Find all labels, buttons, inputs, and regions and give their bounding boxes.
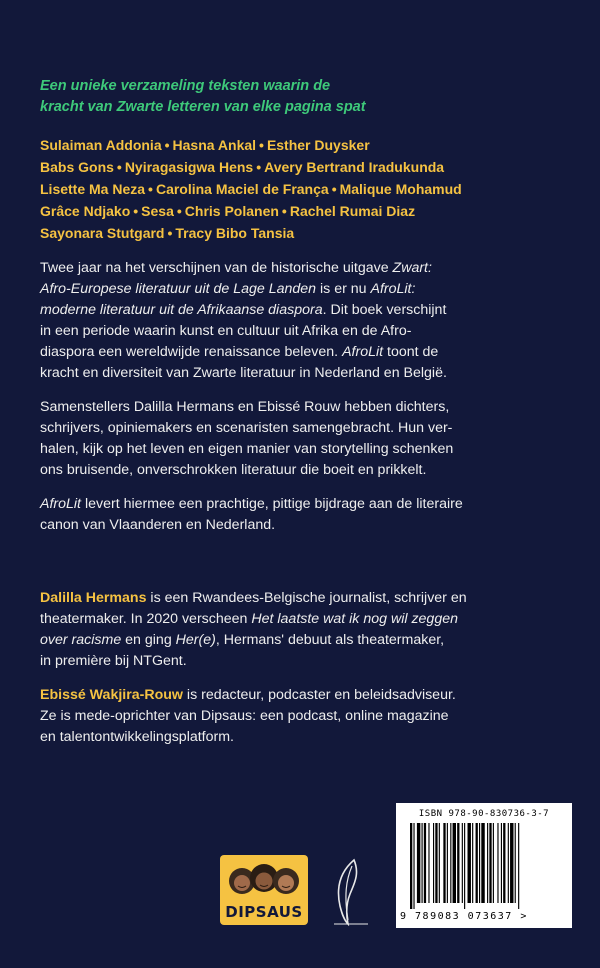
barcode-bar (472, 823, 473, 903)
blurb-paragraph-2 (40, 397, 565, 481)
show-title: Her(e) (175, 632, 216, 648)
author-name: Grâce Ndjako (40, 203, 131, 219)
barcode-bar (447, 823, 448, 903)
author-name: Rachel Rumai Diaz (289, 203, 416, 219)
text: . Dit boek verschijnt (322, 302, 447, 318)
barcode-bar (443, 823, 445, 903)
editor-name: Dalilla Hermans (40, 590, 147, 606)
quill-logo-icon (330, 858, 370, 926)
text: in première bij NTGent. (40, 653, 187, 669)
isbn-label: ISBN 978-90-830736-3-7 (418, 809, 550, 819)
text: schrijvers, opiniemakers en scenaristen samengebracht. Hun ver- (40, 420, 453, 436)
barcode (396, 803, 572, 928)
text: , Hermans' debuut als theatermaker, (215, 632, 445, 648)
barcode-bar (422, 823, 423, 903)
barcode-bar (468, 823, 471, 903)
author-name: Avery Bertrand Iradukunda (264, 159, 445, 175)
book-title: over racisme (40, 632, 122, 648)
separator: • (176, 203, 182, 219)
tagline (40, 76, 560, 118)
barcode-bar (479, 823, 480, 903)
author-name: Lisette Ma Neza (40, 181, 146, 197)
barcode-bar (450, 823, 451, 903)
separator: • (133, 203, 139, 219)
barcode-bar (453, 823, 456, 903)
barcode-icon (410, 823, 560, 911)
author-name: Hasna Ankal (172, 137, 257, 153)
text: en ging (121, 632, 176, 648)
author-name: Malique Mohamud (339, 181, 462, 197)
barcode-bar (464, 823, 465, 909)
barcode-bar (476, 823, 478, 903)
barcode-bar (481, 823, 484, 903)
tagline-line-1: Een unieke verzameling teksten waarin de (40, 78, 331, 94)
author-name: Tracy Bibo Tansia (175, 225, 295, 241)
book-title: AfroLit (40, 496, 82, 512)
book-title: Zwart: (392, 260, 432, 276)
author-line (40, 178, 570, 200)
blurb (40, 258, 565, 549)
dipsaus-logo-icon (220, 855, 308, 925)
separator: • (148, 181, 153, 197)
separator: • (116, 159, 122, 175)
text: Ze is mede-oprichter van Dipsaus: een podcast, online magazine (40, 708, 449, 724)
text: canon van Vlaanderen en Nederland. (40, 517, 276, 533)
author-line (40, 156, 570, 178)
barcode-bar (510, 823, 513, 903)
author-name: Sayonara Stutgard (40, 225, 165, 241)
barcode-bar (515, 823, 516, 903)
barcode-number: 9 789083 073637 > (400, 911, 528, 922)
author-name: Chris Polanen (184, 203, 279, 219)
barcode-bar (410, 823, 412, 909)
text: ons bruisende, onverschrokken literatuur die boeit en prikkelt. (40, 462, 427, 478)
separator: • (164, 137, 170, 153)
book-title: moderne literatuur uit de Afrikaanse diaspora (40, 302, 323, 318)
barcode-bar (462, 823, 463, 903)
tagline-line-2: kracht van Zwarte letteren van elke pagina spat (40, 99, 366, 115)
author-name: Sesa (141, 203, 174, 219)
editor-name: Ebissé Wakjira-Rouw (40, 687, 183, 703)
text: Samenstellers Dalilla Hermans en Ebissé Rouw hebben dichters, (40, 399, 450, 415)
dipsaus-logo-text: DIPSAUS (225, 903, 303, 921)
blurb-paragraph-3 (40, 494, 565, 536)
author-name: Babs Gons (40, 159, 114, 175)
text: theatermaker. In 2020 verscheen (40, 611, 252, 627)
text: is redacteur, podcaster en beleidsadviseur. (182, 687, 456, 703)
barcode-bar (501, 823, 502, 903)
blurb-paragraph-1 (40, 258, 565, 384)
separator: • (259, 137, 264, 153)
barcode-bar (428, 823, 429, 903)
text: halen, kijk op het leven en eigen manier van storytelling schenken (40, 441, 454, 457)
separator: • (331, 181, 337, 197)
barcode-bar (424, 823, 426, 903)
barcode-bar (433, 823, 434, 903)
barcode-bar (493, 823, 494, 903)
author-name: Nyiragasigwa Hens (124, 159, 254, 175)
separator: • (167, 225, 173, 241)
barcode-bar (503, 823, 505, 903)
text: kracht en diversiteit van Zwarte literatuur in Nederland en België. (40, 365, 447, 381)
bio-ebisse-wakjira-rouw (40, 685, 565, 748)
barcode-bar (439, 823, 440, 903)
separator: • (281, 203, 287, 219)
separator: • (256, 159, 262, 175)
barcode-bar (435, 823, 437, 903)
book-title: Afro-Europese literatuur uit de Lage Landen (40, 281, 317, 297)
text: toont de (383, 344, 439, 360)
text: Twee jaar na het verschijnen van de historische uitgave (40, 260, 393, 276)
text: is er nu (316, 281, 371, 297)
text: en talentontwikkelingsplatform. (40, 729, 234, 745)
barcode-bar (489, 823, 491, 903)
barcode-bar (508, 823, 509, 903)
text: is een Rwandees-Belgische journalist, schrijver en (146, 590, 467, 606)
dipsaus-faces-icon (226, 861, 302, 903)
text: levert hiermee een prachtige, pittige bijdrage aan de literaire (81, 496, 463, 512)
barcode-bar (487, 823, 488, 903)
barcode-bar (497, 823, 498, 903)
editor-bios (40, 588, 565, 761)
author-line (40, 200, 570, 222)
author-name: Esther Duysker (266, 137, 370, 153)
book-title: AfroLit: (370, 281, 416, 297)
author-list (40, 134, 570, 244)
barcode-bar (413, 823, 414, 909)
author-name: Sulaiman Addonia (40, 137, 162, 153)
bio-dalilla-hermans (40, 588, 565, 672)
barcode-bar (417, 823, 420, 903)
author-line (40, 134, 570, 156)
barcode-bar (518, 823, 519, 909)
text: in een periode waarin kunst en cultuur uit Afrika en de Afro- (40, 323, 412, 339)
author-name: Carolina Maciel de França (155, 181, 329, 197)
text: diaspora een wereldwijde renaissance beleven. (40, 344, 343, 360)
author-line (40, 222, 570, 244)
barcode-bar (457, 823, 459, 903)
book-title: AfroLit (342, 344, 384, 360)
book-title: Het laatste wat ik nog wil zeggen (251, 611, 458, 627)
